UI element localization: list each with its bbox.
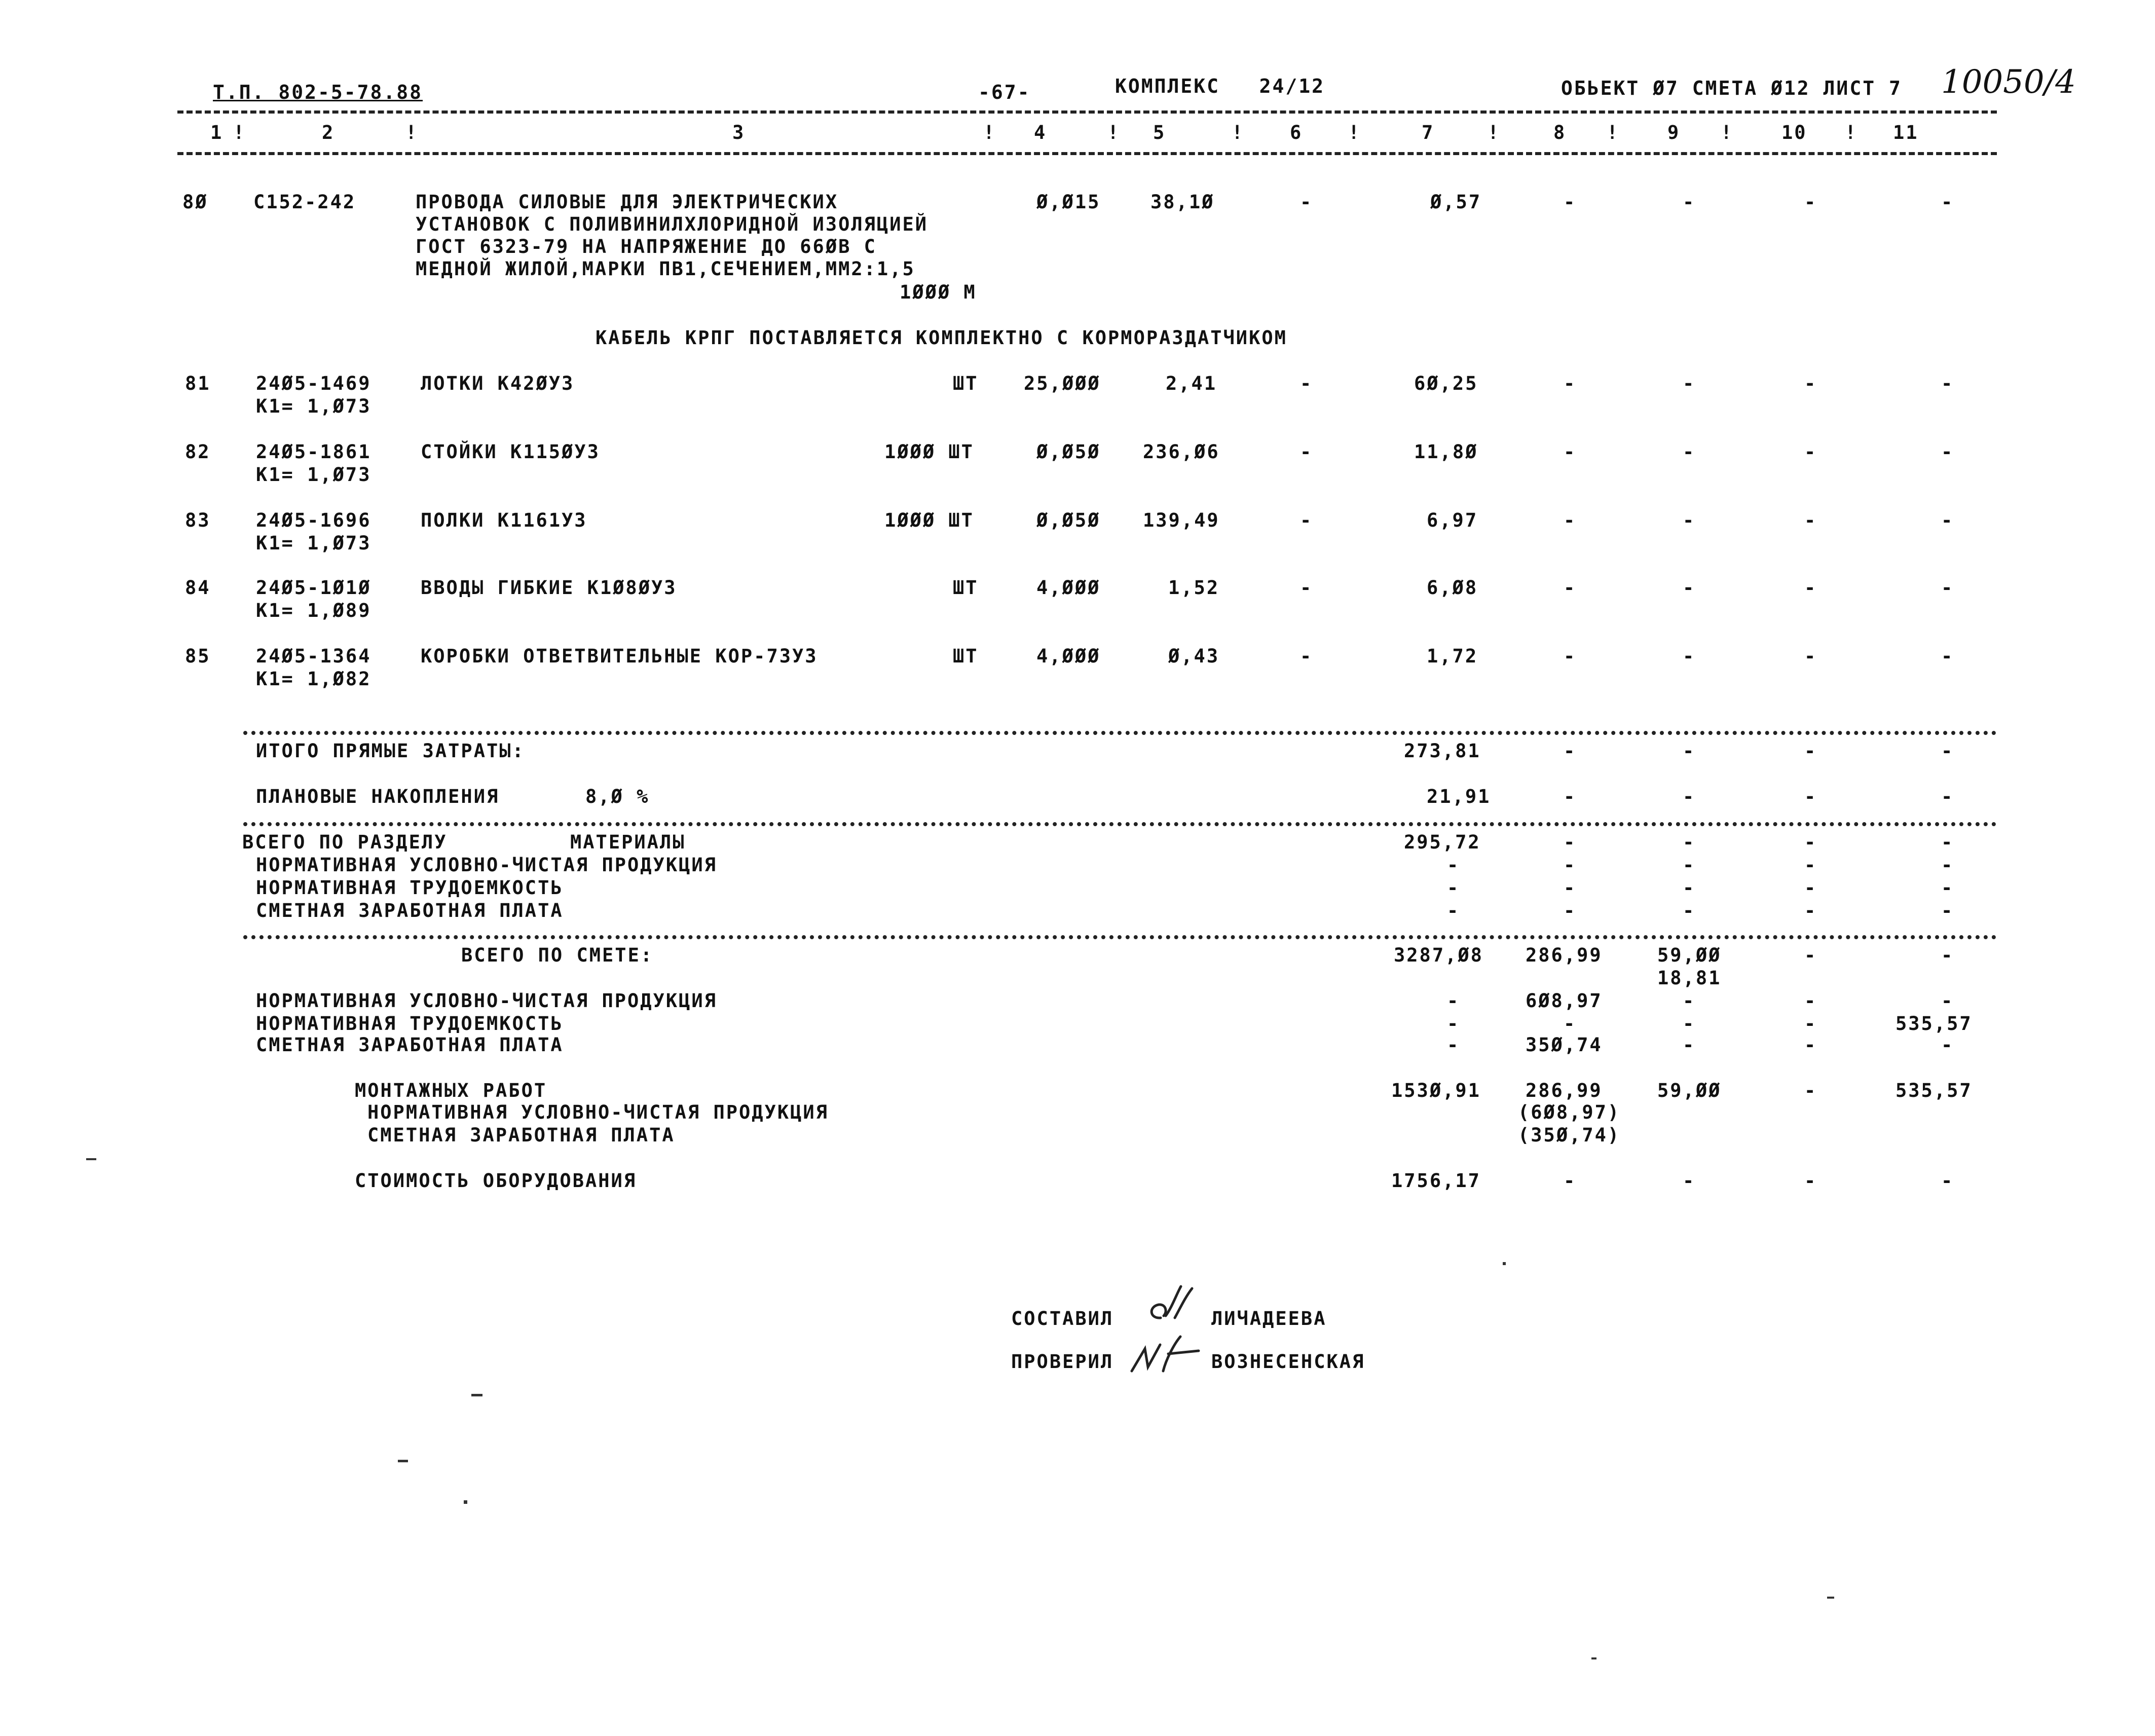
coefficient: К1= 1,Ø82	[256, 668, 371, 690]
subtotal-label: НОРМАТИВНАЯ ТРУДОЕМКОСТЬ	[256, 1013, 564, 1035]
cell-col9: -	[1683, 1034, 1696, 1056]
cell-col8: 286,99	[1526, 944, 1603, 966]
column-separator: !	[1107, 122, 1121, 143]
scan-speck	[1503, 1262, 1506, 1265]
unit: ШТ	[953, 645, 979, 667]
dotted-rule	[243, 935, 1997, 939]
cell-col8: -	[1564, 1013, 1577, 1035]
cell-col8: -	[1564, 786, 1577, 807]
item-description-line: УСТАНОВОК С ПОЛИВИНИЛХЛОРИДНОЙ ИЗОЛЯЦИЕЙ	[416, 213, 928, 235]
cell-col9: -	[1683, 509, 1696, 531]
cell-col11: -	[1941, 191, 1954, 213]
cell-col11: -	[1941, 577, 1954, 599]
cell-col7: 21,91	[1427, 786, 1491, 807]
cell-col11: -	[1941, 645, 1954, 667]
cell-col11: -	[1941, 373, 1954, 394]
cell-col10: -	[1804, 577, 1817, 599]
header-rule-bottom	[177, 152, 1997, 155]
cell-col9: -	[1683, 990, 1696, 1012]
cell-col10: -	[1804, 1013, 1817, 1035]
cell-col9-extra: 18,81	[1657, 967, 1722, 989]
cell-col8: -	[1564, 191, 1577, 213]
column-separator: !	[1488, 122, 1501, 143]
quantity: Ø,Ø15	[1036, 191, 1101, 213]
column-header: 11	[1893, 122, 1919, 143]
row-number: 83	[185, 509, 211, 531]
column-separator: !	[233, 122, 246, 143]
cell-col11: -	[1941, 900, 1954, 921]
cell-col8: -	[1564, 1170, 1577, 1192]
column-header: 5	[1153, 122, 1166, 143]
cell-col7: 273,81	[1404, 740, 1481, 762]
coefficient: К1= 1,Ø73	[256, 532, 371, 554]
direct-costs-label: ИТОГО ПРЯМЫЕ ЗАТРАТЫ:	[256, 740, 525, 762]
cell-col9: -	[1683, 877, 1696, 899]
price-code: 24Ø5-1469	[256, 373, 371, 394]
estimate-total-label: ВСЕГО ПО СМЕТЕ:	[461, 944, 654, 966]
subtotal-label: СМЕТНАЯ ЗАРАБОТНАЯ ПЛАТА	[256, 900, 564, 921]
planned-savings-rate: 8,Ø %	[585, 786, 650, 807]
cell-col9: -	[1683, 1013, 1696, 1035]
dotted-rule	[243, 731, 1997, 735]
complex-label: КОМПЛЕКС 24/12	[1115, 75, 1325, 97]
subtotal-label: НОРМАТИВНАЯ УСЛОВНО-ЧИСТАЯ ПРОДУКЦИЯ	[256, 854, 717, 876]
unit: 1ØØØ ШТ	[884, 441, 974, 463]
price-code: 24Ø5-1696	[256, 509, 371, 531]
installation-label: МОНТАЖНЫХ РАБОТ	[355, 1080, 547, 1101]
cell-col8: -	[1564, 831, 1577, 853]
handwritten-signature	[1145, 1282, 1206, 1331]
unit-price: 236,Ø6	[1143, 441, 1220, 463]
cell-col7: 6Ø,25	[1414, 373, 1478, 394]
cell-col6: -	[1300, 509, 1313, 531]
row-number: 81	[185, 373, 211, 394]
cell-col10: -	[1804, 740, 1817, 762]
cell-col11: -	[1941, 1034, 1954, 1056]
column-header: 8	[1553, 122, 1567, 143]
unit-price: Ø,43	[1168, 645, 1220, 667]
cell-col9: -	[1683, 577, 1696, 599]
cell-col9: -	[1683, 831, 1696, 853]
column-header: 1	[210, 122, 224, 143]
scan-speck	[1827, 1597, 1834, 1599]
cell-col9: -	[1683, 373, 1696, 394]
cell-col9: -	[1683, 441, 1696, 463]
cell-col8: -	[1564, 509, 1577, 531]
object-estimate-sheet: ОБЬЕКТ Ø7 СМЕТА Ø12 ЛИСТ 7	[1561, 77, 1902, 99]
cell-col11: -	[1941, 831, 1954, 853]
unit-price: 1,52	[1168, 577, 1220, 599]
equipment-cost-label: СТОИМОСТЬ ОБОРУДОВАНИЯ	[355, 1170, 637, 1192]
cell-col7: Ø,57	[1430, 191, 1482, 213]
quantity: 4,ØØØ	[1036, 645, 1101, 667]
cell-col9: -	[1683, 740, 1696, 762]
cell-col11: -	[1941, 786, 1954, 807]
section-name: МАТЕРИАЛЫ	[570, 831, 686, 853]
cell-col11: 535,57	[1896, 1013, 1973, 1035]
cell-col9: -	[1683, 191, 1696, 213]
cell-col8: 35Ø,74	[1526, 1034, 1603, 1056]
price-code: 24Ø5-1364	[256, 645, 371, 667]
subtotal-label: СМЕТНАЯ ЗАРАБОТНАЯ ПЛАТА	[256, 1034, 564, 1056]
cell-col11: -	[1941, 441, 1954, 463]
item-description: КОРОБКИ ОТВЕТВИТЕЛЬНЫЕ КОР-73У3	[421, 645, 818, 667]
cell-col11: -	[1941, 990, 1954, 1012]
cell-col11: -	[1941, 740, 1954, 762]
sheet-number-handwritten: 10050/4	[1941, 63, 2076, 101]
coefficient: К1= 1,Ø73	[256, 464, 371, 486]
unit-price: 139,49	[1143, 509, 1220, 531]
quantity: 4,ØØØ	[1036, 577, 1101, 599]
section-total-label: ВСЕГО ПО РАЗДЕЛУ	[242, 831, 448, 853]
cell-col10: -	[1804, 786, 1817, 807]
item-description: СТОЙКИ К115ØУ3	[421, 441, 600, 463]
row-number: 85	[185, 645, 211, 667]
cell-col10: -	[1804, 191, 1817, 213]
header-rule-top	[177, 110, 1997, 114]
cell-col10: -	[1804, 831, 1817, 853]
cell-col10: -	[1804, 990, 1817, 1012]
scan-speck	[471, 1394, 482, 1396]
scan-speck	[398, 1460, 408, 1462]
unit-price: 2,41	[1166, 373, 1217, 394]
item-description-line: ГОСТ 6323-79 НА НАПРЯЖЕНИЕ ДО 66ØВ С	[416, 236, 877, 257]
cell-col8: -	[1564, 373, 1577, 394]
column-separator: !	[1721, 122, 1734, 143]
note-line: КАБЕЛЬ КРПГ ПОСТАВЛЯЕТСЯ КОМПЛЕКТНО С КОРМОРАЗДАТЧИКОМ	[596, 327, 1287, 349]
cell-col8: 6Ø8,97	[1526, 990, 1603, 1012]
scan-speck	[86, 1158, 96, 1160]
cell-col8: -	[1564, 900, 1577, 921]
cell-col6: -	[1300, 441, 1313, 463]
cell-col8: 286,99	[1526, 1080, 1603, 1101]
column-separator: !	[983, 122, 996, 143]
subtotal-label: НОРМАТИВНАЯ УСЛОВНО-ЧИСТАЯ ПРОДУКЦИЯ	[256, 990, 717, 1012]
cell-col6: -	[1300, 645, 1313, 667]
subtotal-label: СМЕТНАЯ ЗАРАБОТНАЯ ПЛАТА	[367, 1124, 675, 1146]
cell-col9: -	[1683, 900, 1696, 921]
cell-col7: 153Ø,91	[1391, 1080, 1481, 1101]
cell-col8: -	[1564, 740, 1577, 762]
cell-col10: -	[1804, 441, 1817, 463]
cell-col11: -	[1941, 509, 1954, 531]
cell-col7: 1,72	[1427, 645, 1478, 667]
cell-col10: -	[1804, 854, 1817, 876]
quantity: Ø,Ø5Ø	[1036, 509, 1101, 531]
cell-col11: -	[1941, 1170, 1954, 1192]
compiled-by-label: СОСТАВИЛ	[1011, 1308, 1114, 1329]
column-header: 3	[732, 122, 746, 143]
column-separator: !	[1232, 122, 1245, 143]
column-separator: !	[405, 122, 419, 143]
column-separator: !	[1348, 122, 1361, 143]
item-description-line: ПРОВОДА СИЛОВЫЕ ДЛЯ ЭЛЕКТРИЧЕСКИХ	[416, 191, 839, 213]
compiled-by-name: ЛИЧАДЕЕВА	[1211, 1308, 1327, 1329]
cell-col7: -	[1447, 1034, 1460, 1056]
checked-by-name: ВОЗНЕСЕНСКАЯ	[1211, 1351, 1365, 1373]
price-code: С152-242	[253, 191, 356, 213]
cell-col11: -	[1941, 854, 1954, 876]
price-code: 24Ø5-1861	[256, 441, 371, 463]
column-separator: !	[1845, 122, 1858, 143]
unit: ШТ	[953, 373, 979, 394]
cell-col7: -	[1447, 900, 1460, 921]
cell-col7: -	[1447, 1013, 1460, 1035]
item-description: ЛОТКИ К42ØУ3	[421, 373, 575, 394]
price-code: 24Ø5-1Ø1Ø	[256, 577, 371, 599]
column-header: 2	[322, 122, 335, 143]
quantity: Ø,Ø5Ø	[1036, 441, 1101, 463]
row-number: 84	[185, 577, 211, 599]
dotted-rule	[243, 822, 1997, 826]
planned-savings-label: ПЛАНОВЫЕ НАКОПЛЕНИЯ	[256, 786, 500, 807]
cell-col7: -	[1447, 990, 1460, 1012]
cell-col7: 6,Ø8	[1427, 577, 1478, 599]
cell-col9: -	[1683, 645, 1696, 667]
unit: 1ØØØ М	[900, 281, 977, 303]
cell-col7: 295,72	[1404, 831, 1481, 853]
column-header: 10	[1781, 122, 1807, 143]
cell-col9: 59,ØØ	[1657, 1080, 1722, 1101]
cell-col7: 1756,17	[1391, 1170, 1481, 1192]
cell-col9: 59,ØØ	[1657, 944, 1722, 966]
subtotal-label: НОРМАТИВНАЯ ТРУДОЕМКОСТЬ	[256, 877, 564, 899]
cell-col8: (6Ø8,97)	[1518, 1101, 1621, 1123]
unit: ШТ	[953, 577, 979, 599]
cell-col7: 11,8Ø	[1414, 441, 1478, 463]
unit-price: 38,1Ø	[1150, 191, 1215, 213]
column-separator: !	[1607, 122, 1620, 143]
cell-col7: -	[1447, 854, 1460, 876]
cell-col8: -	[1564, 577, 1577, 599]
row-number: 82	[185, 441, 211, 463]
cell-col10: -	[1804, 1080, 1817, 1101]
cell-col10: -	[1804, 509, 1817, 531]
checked-by-label: ПРОВЕРИЛ	[1011, 1351, 1114, 1373]
cell-col9: -	[1683, 1170, 1696, 1192]
handwritten-signature	[1128, 1331, 1204, 1379]
quantity: 25,ØØØ	[1024, 373, 1101, 394]
cell-col10: -	[1804, 877, 1817, 899]
cell-col8: -	[1564, 441, 1577, 463]
cell-col9: -	[1683, 786, 1696, 807]
cell-col8: -	[1564, 877, 1577, 899]
column-header: 4	[1034, 122, 1047, 143]
cell-col11: -	[1941, 877, 1954, 899]
column-header: 7	[1422, 122, 1435, 143]
cell-col10: -	[1804, 900, 1817, 921]
cell-col8: -	[1564, 645, 1577, 667]
cell-col10: -	[1804, 645, 1817, 667]
cell-col7: 3287,Ø8	[1394, 944, 1483, 966]
scan-speck	[464, 1500, 467, 1504]
coefficient: К1= 1,Ø73	[256, 395, 371, 417]
cell-col7: 6,97	[1427, 509, 1478, 531]
cell-col8: (35Ø,74)	[1518, 1124, 1621, 1146]
cell-col9: -	[1683, 854, 1696, 876]
cell-col10: -	[1804, 944, 1817, 966]
coefficient: К1= 1,Ø89	[256, 600, 371, 621]
column-header: 9	[1667, 122, 1681, 143]
cell-col11: -	[1941, 944, 1954, 966]
scan-speck	[1591, 1657, 1596, 1659]
cell-col10: -	[1804, 1034, 1817, 1056]
item-description: ВВОДЫ ГИБКИЕ К1Ø8ØУ3	[421, 577, 677, 599]
cell-col8: -	[1564, 854, 1577, 876]
unit: 1ØØØ ШТ	[884, 509, 974, 531]
item-description-line: МЕДНОЙ ЖИЛОЙ,МАРКИ ПВ1,СЕЧЕНИЕМ,ММ2:1,5	[416, 258, 915, 280]
row-number: 8Ø	[182, 191, 208, 213]
page-number: -67-	[978, 81, 1031, 103]
subtotal-label: НОРМАТИВНАЯ УСЛОВНО-ЧИСТАЯ ПРОДУКЦИЯ	[367, 1101, 829, 1123]
document-code: Т.П. 802-5-78.88	[213, 81, 423, 103]
cell-col10: -	[1804, 373, 1817, 394]
cell-col6: -	[1300, 191, 1313, 213]
cell-col6: -	[1300, 577, 1313, 599]
cell-col11: 535,57	[1896, 1080, 1973, 1101]
cell-col7: -	[1447, 877, 1460, 899]
cell-col6: -	[1300, 373, 1313, 394]
cell-col10: -	[1804, 1170, 1817, 1192]
item-description: ПОЛКИ К1161У3	[421, 509, 587, 531]
column-header: 6	[1290, 122, 1303, 143]
